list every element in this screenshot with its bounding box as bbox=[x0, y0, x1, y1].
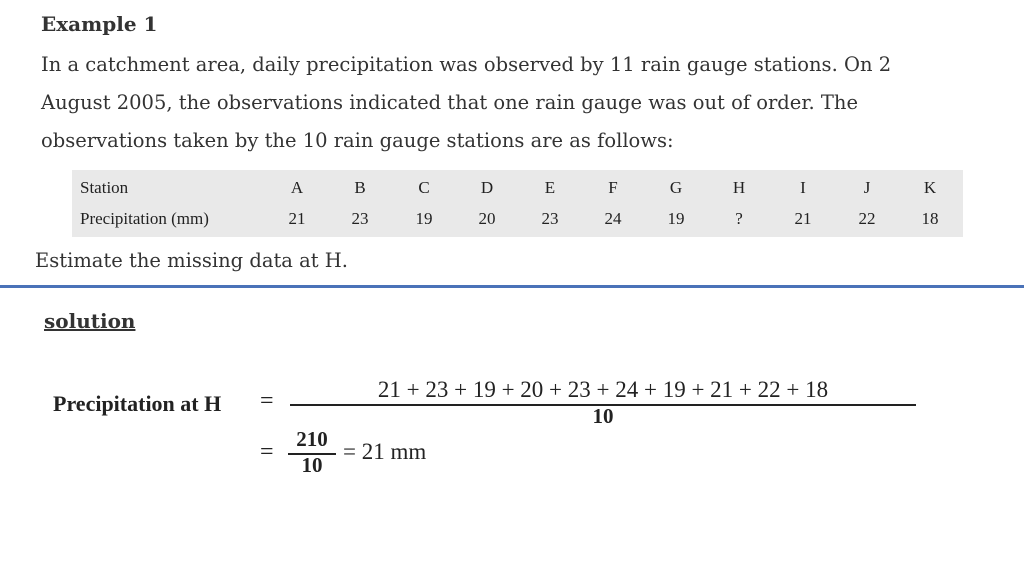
equation-result: = 21 mm bbox=[343, 439, 427, 464]
precipitation-cell: 24 bbox=[604, 209, 622, 228]
precipitation-cell: 21 bbox=[794, 209, 812, 228]
question-text: Estimate the missing data at H. bbox=[35, 249, 348, 272]
station-cell: C bbox=[418, 178, 430, 197]
table-row-stations bbox=[72, 174, 963, 202]
intro-line-1: In a catchment area, daily precipitation was observed by 11 rain gauge stations. On 2 bbox=[41, 53, 892, 76]
intro-line-3: observations taken by the 10 rain gauge stations are as follows: bbox=[41, 129, 674, 152]
precipitation-cell: 21 bbox=[288, 209, 306, 228]
precipitation-table bbox=[72, 170, 963, 237]
precipitation-cell: 20 bbox=[478, 209, 496, 228]
fraction-denominator: 10 bbox=[301, 453, 323, 477]
station-cell: K bbox=[923, 178, 937, 197]
precipitation-cell: 23 bbox=[541, 209, 559, 228]
station-cell: A bbox=[290, 178, 304, 197]
fraction-denominator: 10 bbox=[592, 404, 614, 428]
station-cell: D bbox=[480, 178, 494, 197]
precipitation-cell: 19 bbox=[415, 209, 433, 228]
precipitation-cell: 19 bbox=[667, 209, 685, 228]
equals-sign: = bbox=[260, 439, 274, 465]
station-cell: F bbox=[608, 178, 618, 197]
equation-lhs: Precipitation at H bbox=[53, 391, 222, 416]
precipitation-cell: 22 bbox=[858, 209, 876, 228]
intro-line-2: August 2005, the observations indicated that one rain gauge was out of order. The bbox=[41, 91, 859, 114]
station-cell: B bbox=[354, 178, 366, 197]
station-cell: E bbox=[544, 178, 556, 197]
row-header-precipitation: Precipitation (mm) bbox=[80, 209, 209, 228]
row-header-station: Station bbox=[80, 178, 129, 197]
station-cell: G bbox=[669, 178, 683, 197]
precipitation-cell-missing: ? bbox=[735, 209, 743, 228]
section-divider bbox=[0, 285, 1024, 288]
precipitation-cell: 23 bbox=[351, 209, 369, 228]
solution-label: solution bbox=[44, 309, 136, 333]
precipitation-cell: 18 bbox=[921, 209, 939, 228]
fraction-numerator-sum: 21 + 23 + 19 + 20 + 23 + 24 + 19 + 21 + 22 + 18 bbox=[377, 377, 829, 402]
station-cell: I bbox=[800, 178, 806, 197]
station-cell: J bbox=[863, 178, 871, 197]
example-title: Example 1 bbox=[41, 12, 158, 36]
equals-sign: = bbox=[260, 388, 274, 414]
fraction-numerator-total: 210 bbox=[296, 427, 328, 451]
station-cell: H bbox=[732, 178, 746, 197]
table-row-precipitation bbox=[72, 205, 963, 233]
